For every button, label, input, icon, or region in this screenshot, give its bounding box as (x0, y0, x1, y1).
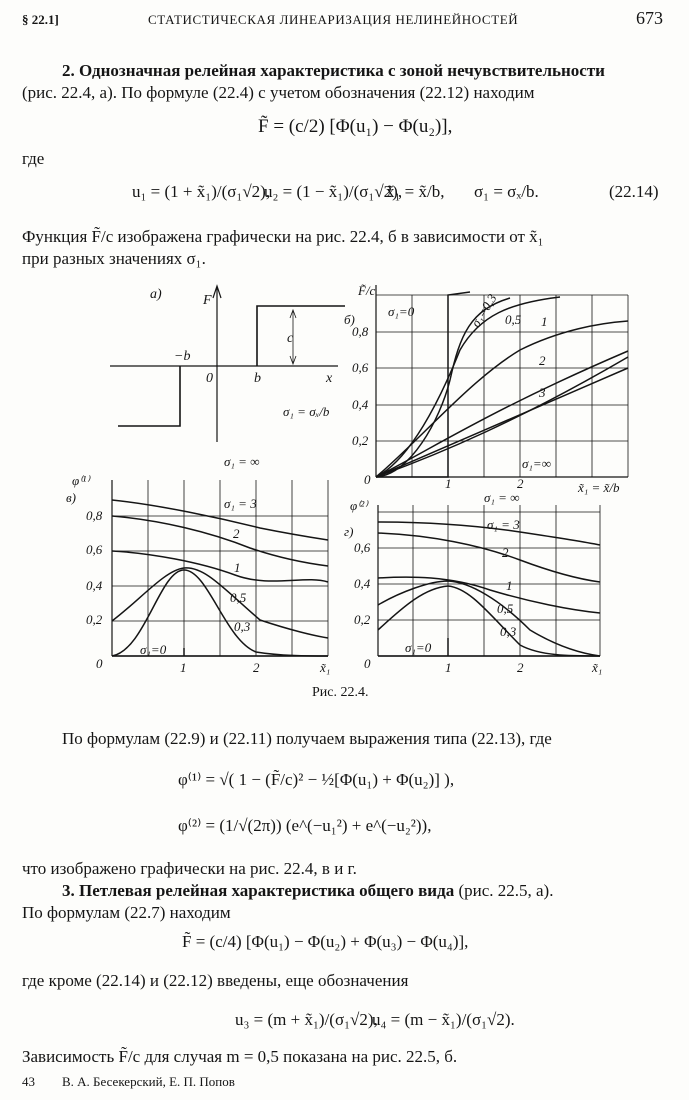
equation-number-22-14: (22.14) (609, 182, 659, 201)
section-heading-3: 3. Петлевая релейная характеристика общего вида (62, 881, 455, 900)
panel-g-ytick-02: 0,2 (354, 612, 371, 627)
where-label-1: где (22, 149, 45, 168)
panel-g-curves (378, 522, 600, 656)
running-head-title: СТАТИСТИЧЕСКАЯ ЛИНЕАРИЗАЦИЯ НЕЛИНЕЙНОСТЕЙ (148, 12, 519, 27)
panel-v-label-sigma0: σ₁=0 (140, 642, 167, 657)
panel-b-curve-sigma-inf (376, 368, 628, 477)
panel-g-label-sigma1: 1 (506, 578, 513, 593)
paragraph-5 (22, 880, 682, 924)
panel-b-label-sigma-inf: σ₁=∞ (522, 456, 551, 471)
panel-v-origin: 0 (96, 656, 103, 671)
paragraph-3: По формулам (22.9) и (22.11) получаем выражения типа (22.13), где (62, 729, 552, 748)
panel-b-ytick-08: 0,8 (352, 324, 369, 339)
footer-sheet-number: 43 (22, 1074, 35, 1089)
panel-g-ytick-04: 0,4 (354, 576, 371, 591)
figure-22-4 (0, 270, 689, 710)
panel-g-x-label: x̃₁ (592, 660, 603, 675)
panel-v-label-sigma2: 2 (233, 526, 240, 541)
panel-v-xtick-1: 1 (180, 660, 187, 675)
panel-v-label-sigma1: 1 (234, 560, 241, 575)
panel-v-letter: в) (66, 490, 76, 505)
panel-v-ytick-08: 0,8 (86, 508, 103, 523)
panel-a-sigma-formula: σ₁ = σₓ/b (283, 404, 330, 419)
panel-a-x-label: x (326, 371, 333, 386)
panel-v-x-label: x̃₁ (320, 660, 331, 675)
equation-F: F̃ = (c/2) [Φ(u₁) − Φ(u₂)], (258, 116, 453, 137)
panel-v-ytick-04: 0,4 (86, 578, 103, 593)
panel-g-ytick-06: 0,6 (354, 540, 371, 555)
panel-b-curves (376, 292, 628, 477)
footer-authors: В. А. Бесекерский, Е. П. Попов (62, 1074, 235, 1089)
paragraph-7: Зависимость F̃/c для случая m = 0,5 показана на рис. 22.5, б. (22, 1047, 458, 1066)
paragraph-6: где кроме (22.14) и (22.12) введены, еще обозначения (22, 971, 409, 990)
panel-v-label-sigma05: 0,5 (230, 590, 247, 605)
equation-phi1: φ⁽¹⁾ = √( 1 − (F̃/c)² − ½[Φ(u₁) + Φ(u₂)] ), (178, 770, 455, 789)
paragraph-2 (22, 226, 682, 270)
panel-g-y-label: φ⁽²⁾ (350, 498, 368, 513)
paragraph-2-line-1: Функция F̃/c изображена графически на рис. 22.4, б в зависимости от x̃₁ (22, 227, 544, 246)
paragraph-1 (22, 60, 674, 104)
panel-b-curve-sigma-05 (376, 297, 560, 477)
paragraph-2-line-2: при разных значениях σ₁. (22, 249, 206, 268)
paragraph-5-line-2: По формулам (22.7) находим (22, 903, 231, 922)
equation-x1: x̃₁ = x̃/b, (386, 182, 445, 201)
panel-b-label-sigma3: 3 (539, 385, 546, 400)
panel-v-ytick-02: 0,2 (86, 612, 103, 627)
panel-b-xtick-2: 2 (517, 476, 524, 491)
panel-b-label-sigma2: 2 (539, 353, 546, 368)
panel-a-relay-upper (257, 306, 345, 366)
panel-a-relay-lower (118, 366, 180, 426)
panel-b-label-sigma03: σ₁=0,3 (467, 291, 500, 330)
panel-v-label-sigma3: σ₁ = 3 (224, 496, 257, 511)
panel-b-y-label: F̃/c (358, 283, 376, 298)
equation-u3: u₃ = (m + x̃₁)/(σ₁√2), (235, 1010, 378, 1029)
panel-g-label-sigma0: σ₁=0 (405, 640, 432, 655)
equation-u1: u₁ = (1 + x̃₁)/(σ₁√2), (132, 182, 271, 201)
panel-b-ytick-06: 0,6 (352, 360, 369, 375)
panel-a-minus-b-label: −b (174, 349, 191, 364)
panel-a-F-label: F (203, 293, 212, 308)
panel-a-letter: а) (150, 287, 162, 302)
panel-b-curve-sigma-3 (376, 357, 628, 477)
panel-v-y-label: φ⁽¹⁾ (72, 473, 90, 488)
panel-b-label-sigma0: σ₁=0 (388, 304, 415, 319)
panel-g-xtick-1: 1 (445, 660, 452, 675)
section-heading-2: 2. Однозначная релейная характеристика с зоной нечувствительности (62, 61, 605, 80)
panel-b-ytick-04: 0,4 (352, 397, 369, 412)
panel-g-label-sigma2: 2 (502, 545, 509, 560)
panel-g-label-sigma03: 0,3 (500, 624, 517, 639)
figure-caption: Рис. 22.4. (312, 685, 369, 700)
panel-v-xtick-2: 2 (253, 660, 260, 675)
panel-g-curve-sigma-2 (378, 533, 600, 582)
panel-g-origin: 0 (364, 656, 371, 671)
panel-g-label-sigma-inf: σ₁ = ∞ (484, 490, 520, 505)
panel-a-c-label: c (287, 331, 294, 346)
paragraph-1-line-2: (рис. 22.4, а). По формуле (22.4) с учетом обозначения (22.12) находим (22, 83, 535, 102)
panel-b-label-sigma05: 0,5 (505, 312, 522, 327)
panel-b-curve-sigma-2 (376, 351, 628, 477)
paragraph-4: что изображено графически на рис. 22.4, в и г. (22, 859, 357, 878)
page-number: 673 (636, 8, 663, 28)
panel-v-grid (112, 480, 328, 656)
panel-a-b-label: b (254, 371, 261, 386)
panel-g-xtick-2: 2 (517, 660, 524, 675)
panel-b-ytick-02: 0,2 (352, 433, 369, 448)
panel-v-label-sigma-inf: σ₁ = ∞ (224, 454, 260, 469)
panel-b-origin: 0 (364, 472, 371, 487)
equation-phi2: φ⁽²⁾ = (1/√(2π)) (e^(−u₁²) + e^(−u₂²)), (178, 816, 432, 835)
panel-a-origin-label: 0 (206, 371, 213, 386)
running-head-section: § 22.1] (22, 12, 59, 27)
panel-g-label-sigma3: σ₁ = 3 (487, 517, 520, 532)
panel-b-x-label: x̃₁ = x̃/b (578, 480, 620, 495)
panel-b-xtick-1: 1 (445, 476, 452, 491)
equation-u2: u₂ = (1 − x̃₁)/(σ₁√2), (264, 182, 403, 201)
panel-b-curve-sigma-0 (376, 292, 470, 477)
equation-F-loop: F̃ = (c/4) [Φ(u₁) − Φ(u₂) + Φ(u₃) − Φ(u₄)], (182, 932, 469, 951)
panel-b-letter: б) (344, 312, 355, 327)
panel-g-letter: г) (344, 524, 354, 539)
panel-g-label-sigma05: 0,5 (497, 601, 514, 616)
panel-g-curve-sigma-1 (378, 577, 600, 613)
equation-u4: u₄ = (m − x̃₁)/(σ₁√2). (372, 1010, 515, 1029)
paragraph-5-figure-ref: (рис. 22.5, а). (454, 881, 554, 900)
panel-v-ytick-06: 0,6 (86, 542, 103, 557)
panel-v-label-sigma03: 0,3 (234, 619, 251, 634)
equation-sigma1: σ₁ = σₓ/b. (474, 182, 539, 201)
panel-b-label-sigma1: 1 (541, 314, 548, 329)
